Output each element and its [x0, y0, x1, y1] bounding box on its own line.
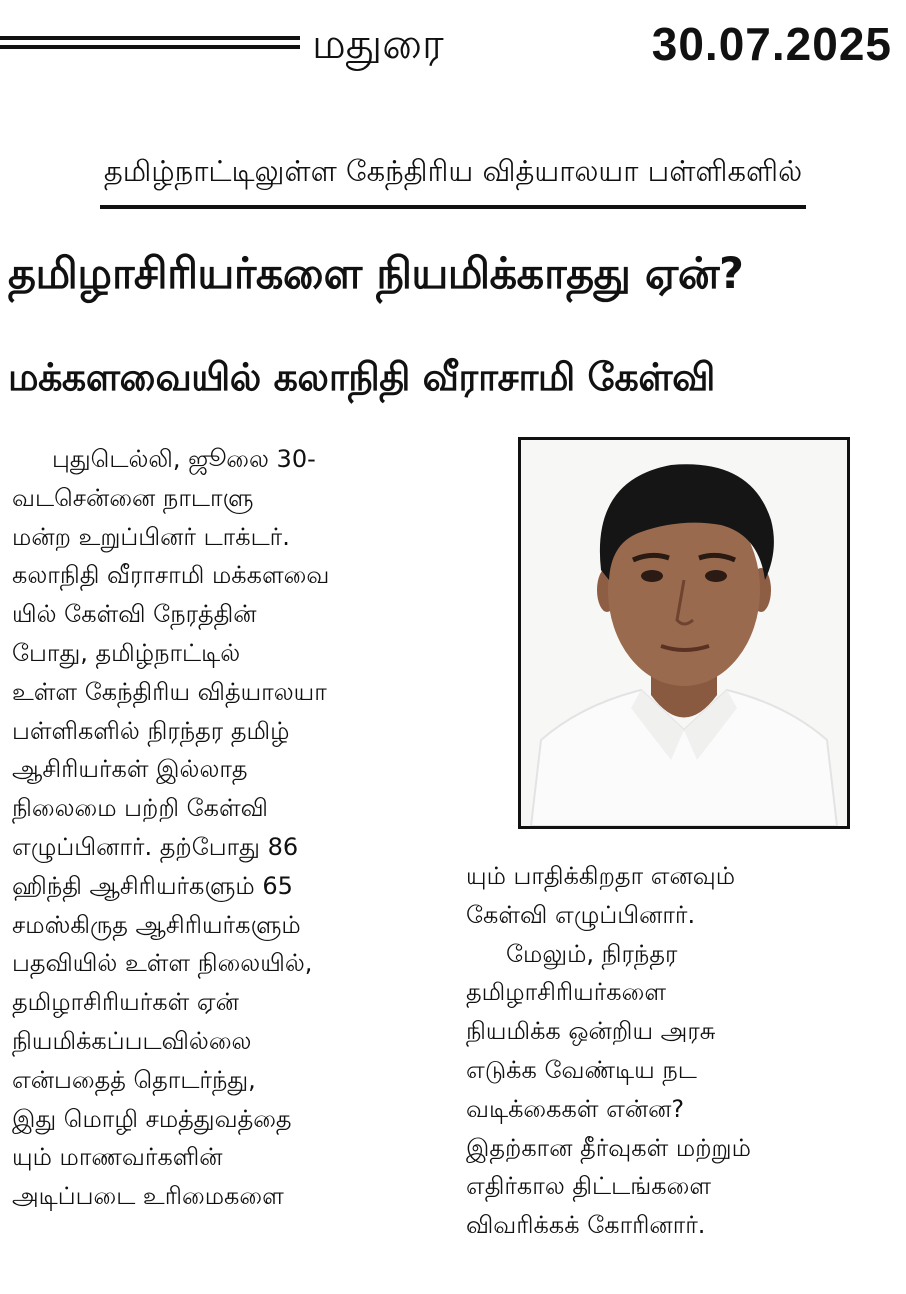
body-line: யும் பாதிக்கிறதா எனவும்: [466, 862, 736, 890]
body-line: யில் கேள்வி நேரத்தின்: [12, 600, 257, 629]
body-line: எடுக்க வேண்டிய நட: [466, 1055, 697, 1084]
article-subheadline: மக்களவையில் கலாநிதி வீராசாமி கேள்வி: [8, 355, 715, 399]
body-line: என்பதைத் தொடர்ந்து,: [12, 1065, 256, 1094]
body-line: பள்ளிகளில் நிரந்தர தமிழ்: [12, 716, 290, 745]
masthead-double-rule: [0, 32, 300, 54]
portrait-photo: [518, 437, 850, 829]
kicker-underline: [100, 205, 806, 209]
body-line: கேள்வி எழுப்பினார்.: [466, 900, 696, 929]
body-line: வடிக்கைகள் என்ன?: [466, 1094, 685, 1123]
body-line: இதற்கான தீர்வுகள் மற்றும்: [466, 1133, 751, 1162]
body-line: புதுடெல்லி, ஜூலை 30-: [52, 445, 316, 473]
body-line: பதவியில் உள்ள நிலையில்,: [12, 949, 313, 978]
body-line: யும் மாணவர்களின்: [12, 1143, 223, 1172]
body-line: நிலைமை பற்றி கேள்வி: [12, 794, 268, 823]
body-line: நியமிக்க ஒன்றிய அரசு: [466, 1017, 716, 1046]
body-line: மன்ற உறுப்பினர் டாக்டர்.: [12, 522, 290, 551]
body-line: மேலும், நிரந்தர: [506, 939, 678, 968]
issue-date: 30.07.2025: [651, 18, 892, 70]
article-body-right-column: [466, 857, 902, 1245]
body-line: ஹிந்தி ஆசிரியர்களும் 65: [12, 871, 293, 900]
article-headline: தமிழாசிரியர்களை நியமிக்காதது ஏன்?: [8, 249, 744, 299]
body-line: விவரிக்கக் கோரினார்.: [466, 1211, 706, 1240]
edition-name: மதுரை: [312, 19, 444, 68]
body-line: உள்ள கேந்திரிய வித்யாலயா: [12, 677, 327, 706]
body-line: எழுப்பினார். தற்போது 86: [12, 832, 299, 861]
article-kicker: தமிழ்நாட்டிலுள்ள கேந்திரிய வித்யாலயா பள்ளிகளில்: [103, 154, 803, 188]
body-line: இது மொழி சமத்துவத்தை: [12, 1104, 292, 1133]
body-line: நியமிக்கப்படவில்லை: [12, 1026, 252, 1055]
body-line: அடிப்படை உரிமைகளை: [12, 1182, 284, 1211]
body-line: தமிழாசிரியர்கள் ஏன்: [12, 988, 239, 1017]
body-line: போது, தமிழ்நாட்டில்: [12, 638, 241, 667]
body-line: சமஸ்கிருத ஆசிரியர்களும்: [12, 910, 301, 939]
body-line: கலாநிதி வீராசாமி மக்களவை: [12, 561, 330, 590]
body-line: தமிழாசிரியர்களை: [466, 978, 667, 1007]
body-line: வடசென்னை நாடாளு: [12, 483, 254, 512]
body-line: எதிர்கால திட்டங்களை: [466, 1172, 711, 1201]
article-body-left-column: [12, 440, 442, 1216]
body-line: ஆசிரியர்கள் இல்லாத: [12, 755, 248, 784]
